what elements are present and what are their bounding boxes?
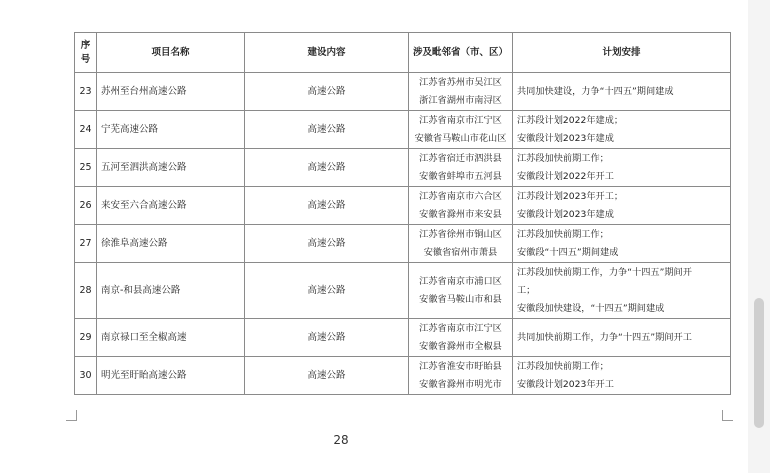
- region-line: 安徽省马鞍山市花山区: [414, 132, 507, 144]
- project-name: 来安至六合高速公路: [97, 187, 245, 225]
- table-row: [75, 111, 731, 149]
- vertical-scrollbar[interactable]: [748, 0, 770, 473]
- page-number: 28: [333, 433, 349, 447]
- row-number: 27: [75, 225, 97, 263]
- region-line: 江苏省宿迁市泗洪县: [419, 152, 502, 164]
- project-table: [74, 32, 731, 395]
- construction-content: 高速公路: [245, 225, 409, 263]
- adjacent-regions: [409, 187, 513, 225]
- construction-content: 高速公路: [245, 187, 409, 225]
- row-number: 25: [75, 149, 97, 187]
- plan-line: 江苏段计划2023年开工；: [517, 190, 624, 202]
- construction-content: 高速公路: [245, 263, 409, 319]
- plan-arrangement: [513, 225, 731, 263]
- table-row: [75, 225, 731, 263]
- plan-arrangement: [513, 357, 731, 395]
- plan-arrangement: [513, 111, 731, 149]
- project-name: 苏州至台州高速公路: [97, 73, 245, 111]
- region-line: 江苏省南京市江宁区: [419, 322, 502, 334]
- plan-arrangement: [513, 149, 731, 187]
- plan-arrangement: [513, 73, 731, 111]
- row-number: 30: [75, 357, 97, 395]
- construction-content: 高速公路: [245, 149, 409, 187]
- header-plan: 计划安排: [513, 33, 731, 73]
- plan-line: 安徽段计划2022年开工: [517, 170, 614, 182]
- region-line: 安徽省宿州市萧县: [423, 246, 498, 258]
- row-number: 28: [75, 263, 97, 319]
- plan-line: 安徽段计划2023年建成: [517, 132, 614, 144]
- row-number: 23: [75, 73, 97, 111]
- project-name: 五河至泗洪高速公路: [97, 149, 245, 187]
- table-row: [75, 149, 731, 187]
- row-number: 24: [75, 111, 97, 149]
- plan-line: 江苏段加快前期工作；: [517, 152, 609, 164]
- adjacent-regions: [409, 263, 513, 319]
- plan-line: 工；: [517, 284, 536, 296]
- plan-arrangement: [513, 263, 731, 319]
- adjacent-regions: [409, 149, 513, 187]
- table-row: [75, 357, 731, 395]
- table-row: [75, 73, 731, 111]
- plan-line: 安徽段加快建设，“十四五”期间建成: [517, 302, 665, 314]
- plan-line: 江苏段加快前期工作，力争“十四五”期间开: [517, 266, 692, 278]
- construction-content: 高速公路: [245, 73, 409, 111]
- plan-arrangement: [513, 319, 731, 357]
- project-name: 徐淮阜高速公路: [97, 225, 245, 263]
- region-line: 安徽省滁州市来安县: [419, 208, 502, 220]
- row-number: 29: [75, 319, 97, 357]
- region-line: 江苏省淮安市盱眙县: [419, 360, 502, 372]
- region-line: 江苏省南京市江宁区: [419, 114, 502, 126]
- header-no: 序号: [75, 33, 97, 73]
- table-row: [75, 263, 731, 319]
- plan-line: 共同加快建设，力争“十四五”期间建成: [517, 85, 674, 97]
- region-line: 江苏省徐州市铜山区: [419, 228, 502, 240]
- region-line: 安徽省马鞍山市和县: [419, 293, 502, 305]
- adjacent-regions: [409, 319, 513, 357]
- adjacent-regions: [409, 357, 513, 395]
- table-row: [75, 187, 731, 225]
- project-name: 宁芜高速公路: [97, 111, 245, 149]
- plan-line: 共同加快前期工作，力争“十四五”期间开工: [517, 331, 692, 343]
- header-adjacent-regions: 涉及毗邻省（市、区）: [409, 33, 513, 73]
- project-name: 明光至盱眙高速公路: [97, 357, 245, 395]
- header-project-name: 项目名称: [97, 33, 245, 73]
- region-line: 安徽省滁州市明光市: [419, 378, 502, 390]
- row-number: 26: [75, 187, 97, 225]
- plan-line: 安徽段计划2023年建成: [517, 208, 614, 220]
- adjacent-regions: [409, 111, 513, 149]
- project-name: 南京-和县高速公路: [97, 263, 245, 319]
- table-row: [75, 319, 731, 357]
- region-line: 江苏省南京市六合区: [419, 190, 502, 202]
- plan-line: 安徽段计划2023年开工: [517, 378, 614, 390]
- construction-content: 高速公路: [245, 111, 409, 149]
- header-construction-content: 建设内容: [245, 33, 409, 73]
- plan-arrangement: [513, 187, 731, 225]
- table-header-row: [75, 33, 731, 73]
- project-name: 南京禄口至全椒高速: [97, 319, 245, 357]
- plan-line: 江苏段加快前期工作；: [517, 228, 609, 240]
- plan-line: 江苏段加快前期工作；: [517, 360, 609, 372]
- region-line: 江苏省南京市浦口区: [419, 275, 502, 287]
- region-line: 浙江省湖州市南浔区: [419, 94, 502, 106]
- adjacent-regions: [409, 225, 513, 263]
- plan-line: 安徽段“十四五”期间建成: [517, 246, 619, 258]
- plan-line: 江苏段计划2022年建成；: [517, 114, 624, 126]
- page-corner-mark-right: [722, 410, 733, 421]
- construction-content: 高速公路: [245, 319, 409, 357]
- region-line: 安徽省蚌埠市五河县: [419, 170, 502, 182]
- region-line: 江苏省苏州市吴江区: [419, 76, 502, 88]
- construction-content: 高速公路: [245, 357, 409, 395]
- region-line: 安徽省滁州市全椒县: [419, 340, 502, 352]
- scrollbar-thumb[interactable]: [754, 298, 764, 428]
- adjacent-regions: [409, 73, 513, 111]
- page-corner-mark-left: [66, 410, 77, 421]
